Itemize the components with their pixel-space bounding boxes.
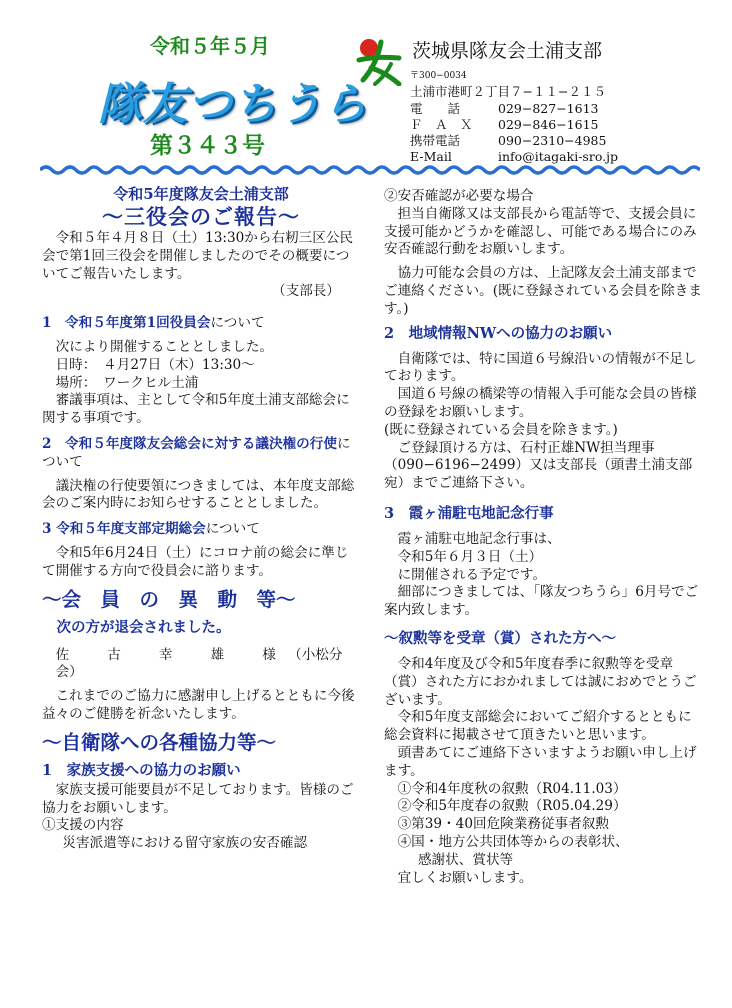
regional-nw-p3: (既に登録されている会員を除きます。): [384, 421, 618, 438]
section-3-bold: 3 令和５年度支部定期総会: [42, 521, 206, 538]
section-2-bold: 2 令和５年度隊友会総会に対する議決権の行使: [42, 435, 337, 452]
report-intro: 令和５年４月８日（土）13:30から右籾三区公民会で第1回三役会を開催しましたのでその概要についてご報告いたします。: [42, 230, 354, 282]
contact-label: Ｆ Ａ Ｘ: [410, 116, 473, 132]
section-2-body: 議決権の行使要領につきましては、本年度支部総会のご案内時にお知らせすることとしました。: [42, 477, 355, 512]
section-1-agenda: 審議事項は、主として令和5年度土浦支部総会に関する事項です。: [42, 392, 350, 427]
right-column: [384, 188, 702, 887]
sdf-cooperation-title: 〜自衛隊への各種協力等〜: [42, 730, 277, 754]
section-1-line: 次により開催することとしました。: [55, 338, 274, 355]
regional-nw-p2: 国道６号線の橋梁等の情報入手可能な会員の皆様の登録をお願いします。: [384, 386, 697, 420]
org-name: 茨城県隊友会土浦支部: [412, 40, 603, 62]
newsletter-title: 隊友つちうら: [98, 79, 368, 130]
section-3-suffix: について: [205, 521, 260, 538]
regional-nw-p1: 自衛隊では、特に国道６号線沿いの情報が不足しております。: [384, 350, 697, 385]
report-subtitle: 令和5年度隊友会土浦支部: [113, 185, 289, 203]
family-support-item-1: ①支援の内容: [42, 817, 124, 834]
issue-number: 第３４３号: [150, 133, 265, 159]
kasumigaura-line-3: に開催される予定です。: [397, 566, 547, 583]
section-1-heading: [42, 315, 360, 333]
member-changes-subtitle: 次の方が退会されました。: [56, 618, 231, 636]
wave-divider: [40, 164, 700, 176]
awards-item: ④国・地方公共団体等からの表彰状、: [397, 833, 629, 850]
family-support-item-2: ②安否確認が必要な場合: [384, 188, 534, 204]
awards-p2: 令和5年度支部総会においてご紹介するとともに総会資料に掲載させて頂きたいと思います。: [384, 709, 692, 744]
awards-item: ③第39・40回危険業務従事者叙勲: [397, 816, 609, 833]
kasumigaura-line-1: 霞ヶ浦駐屯地記念行事は、: [397, 530, 561, 547]
member-changes-title: 〜会 員 の 異 動 等〜: [42, 587, 296, 611]
member-name-row: [42, 647, 360, 683]
contact-block: [410, 68, 618, 166]
contact-value: 029−827−1613: [498, 100, 599, 116]
contact-label: E-Mail: [410, 149, 452, 165]
section-1-date: 日時： ４月27日（木）13:30〜: [55, 356, 255, 373]
contact-value: 029−846−1615: [498, 116, 599, 132]
awards-p3: 頭書あてにご連絡下さいますようお願い申し上げます。: [384, 744, 697, 779]
issue-date: 令和５年５月: [150, 34, 270, 58]
contact-label: 電 話: [410, 100, 461, 116]
left-column: [42, 184, 360, 853]
taiyukai-logo-icon: [355, 34, 405, 86]
family-support-item-2-body: 担当自衛隊又は支部長から電話等で、支援会員に支援可能かどうかを確認し、可能である場合にのみ安否確認行動をお願いします。: [384, 205, 697, 258]
awards-item: ②令和5年度春の叙勲（R05.04.29）: [397, 798, 627, 815]
contact-fax: [410, 117, 618, 133]
section-1-suffix: について: [210, 315, 265, 332]
kasumigaura-line-4: 細部につきましては、「隊友つちうら」6月号でご案内致します。: [384, 584, 699, 619]
kasumigaura-heading: 3 霞ヶ浦駐屯地記念行事: [384, 504, 554, 522]
section-1-place: 場所： ワークヒル土浦: [55, 374, 199, 391]
postal-code: 〒300−0034: [410, 71, 467, 81]
member-name: 佐 古 幸 雄 様: [55, 646, 289, 663]
awards-title: 〜叙勲等を受章（賞）された方へ〜: [384, 629, 616, 647]
awards-p1: 令和4年度及び令和5年度春季に叙勲等を受章（賞）された方におかれましては誠におめでとうございます。: [384, 655, 697, 708]
contact-phone: [410, 101, 618, 117]
awards-item: ①令和4年度秋の叙勲（R04.11.03）: [397, 780, 627, 797]
kasumigaura-line-2: 令和5年６月３日（土）: [397, 548, 543, 565]
awards-closing: 宜しくお願いします。: [397, 869, 533, 886]
member-branch: （小松分会）: [55, 646, 343, 681]
contact-label: 携帯電話: [410, 133, 461, 149]
contact-mobile: [410, 133, 618, 149]
section-3-body: 令和5年6月24日（土）にコロナ前の総会に準じて開催する方向で役員会に諮ります。: [42, 544, 349, 579]
contact-value[interactable]: info@itagaki-sro.jp: [498, 149, 618, 165]
family-support-item-1-body: 災害派遣等における留守家族の安否確認: [62, 835, 308, 852]
family-support-body: 家族支援可能要員が不足しております。皆様のご協力をお願いします。: [42, 781, 354, 816]
contact-value: 090−2310−4985: [498, 133, 607, 149]
regional-nw-heading: 2 地域情報NWへの協力のお願い: [384, 324, 613, 342]
section-3-heading: [42, 521, 360, 539]
report-signature: （支部長）: [272, 283, 340, 300]
section-1-bold: 1 令和５年度第1回役員会: [42, 315, 211, 332]
report-title: 〜三役会のご報告〜: [102, 204, 300, 229]
regional-nw-p4: ご登録頂ける方は、石村正雄NW担当理事（090−6196−2499）又は支部長（頭書土浦支部宛）までご連絡下さい。: [384, 439, 693, 492]
awards-item-4-cont: 感謝状、賞状等: [418, 851, 514, 868]
section-2-heading: [42, 436, 360, 472]
section-2-suffix: について: [42, 435, 351, 470]
address: 土浦市港町２丁目７−１１−２１５: [410, 84, 606, 100]
family-support-note: 協力可能な会員の方は、上記隊友会土浦支部までご連絡ください。(既に登録されている会員を除きます。): [384, 265, 702, 317]
member-changes-body: これまでのご協力に感謝申し上げるとともに今後益々のご健勝を祈念いたします。: [42, 688, 355, 722]
family-support-heading: 1 家族支援への協力のお願い: [42, 761, 241, 779]
